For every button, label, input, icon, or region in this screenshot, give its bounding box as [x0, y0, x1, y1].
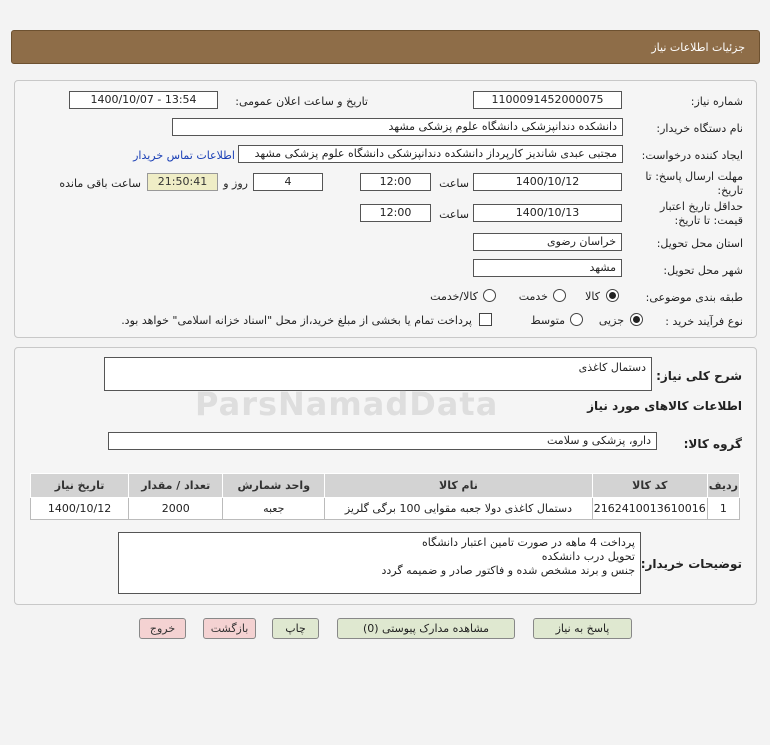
- buyer-notes-label: توضیحات خریدار:: [640, 557, 742, 571]
- days-field[interactable]: 4: [253, 173, 323, 191]
- category-goods-label: کالا: [585, 290, 600, 303]
- process-label: نوع فرآیند خرید :: [665, 315, 743, 328]
- remaining-time-field: 21:50:41: [147, 173, 218, 191]
- category-both-radio[interactable]: [483, 289, 496, 302]
- process-medium-label: متوسط: [530, 314, 565, 327]
- validity-time-label: ساعت: [439, 208, 469, 221]
- deadline-label-date: تاریخ:: [717, 184, 743, 197]
- column-header: تاریخ نیاز: [31, 474, 129, 498]
- deadline-date-field[interactable]: 1400/10/12: [473, 173, 622, 191]
- unit-cell: جعبه: [223, 498, 325, 520]
- category-both-label: کالا/خدمت: [430, 290, 478, 303]
- quantity-cell: 2000: [129, 498, 223, 520]
- summary-label: شرح کلی نیاز:: [656, 369, 742, 383]
- buyer-note-line: جنس و برند مشخص شده و فاکتور صادر و ضمیمه گردد: [381, 564, 635, 577]
- print-button[interactable]: چاپ: [272, 618, 319, 639]
- buyer-org-label: نام دستگاه خریدار:: [656, 122, 743, 135]
- city-label: شهر محل تحویل:: [663, 264, 743, 277]
- category-service-label: خدمت: [518, 290, 548, 303]
- validity-date-field[interactable]: 1400/10/13: [473, 204, 622, 222]
- goods-name-cell: دستمال کاغذی دولا جعبه مقوایی 100 برگی گلریز: [325, 498, 593, 520]
- treasury-payment-checkbox[interactable]: [479, 313, 492, 326]
- watermark: ParsNamadData: [195, 385, 499, 423]
- remaining-label: ساعت باقی مانده: [59, 177, 141, 190]
- page-header: [11, 30, 760, 64]
- column-header: واحد شمارش: [223, 474, 325, 498]
- process-medium-radio[interactable]: [570, 313, 583, 326]
- buyer-notes-field[interactable]: [118, 532, 641, 594]
- goods-table-header: [31, 474, 740, 498]
- days-label: روز و: [223, 177, 248, 190]
- need-number-field[interactable]: 1100091452000075: [473, 91, 622, 109]
- validity-label-date: قیمت: تا تاریخ:: [674, 214, 743, 227]
- reply-button[interactable]: پاسخ به نیاز: [533, 618, 632, 639]
- contact-buyer-link[interactable]: اطلاعات تماس خریدار: [133, 149, 235, 162]
- need-number-label: شماره نیاز:: [690, 95, 743, 108]
- buyer-note-line: پرداخت 4 ماهه در صورت تامین اعتبار دانشگاه: [422, 536, 635, 549]
- goods-group-label: گروه کالا:: [683, 437, 742, 451]
- announce-field[interactable]: 1400/10/07 - 13:54: [69, 91, 218, 109]
- deadline-label: مهلت ارسال پاسخ: تا: [645, 170, 743, 183]
- back-button[interactable]: بازگشت: [203, 618, 256, 639]
- process-minor-label: جزیی: [598, 314, 624, 327]
- buyer-org-field[interactable]: دانشکده دندانپزشکی دانشگاه علوم پزشکی مشهد: [172, 118, 623, 136]
- exit-button[interactable]: خروج: [139, 618, 186, 639]
- deadline-time-label: ساعت: [439, 177, 469, 190]
- category-label: طبقه بندی موضوعی:: [645, 291, 743, 304]
- province-label: استان محل تحویل:: [656, 237, 743, 250]
- deadline-time-field[interactable]: 12:00: [360, 173, 431, 191]
- column-header: کد کالا: [592, 474, 707, 498]
- page-title: جزئیات اطلاعات نیاز: [651, 41, 745, 54]
- treasury-payment-note: پرداخت تمام یا بخشی از مبلغ خرید،از محل "اسناد خزانه اسلامی" خواهد بود.: [121, 314, 472, 327]
- column-header: تعداد / مقدار: [129, 474, 223, 498]
- view-attachments-button[interactable]: مشاهده مدارک پیوستی (0): [337, 618, 515, 639]
- category-goods-radio[interactable]: [606, 289, 619, 302]
- creator-label: ایجاد کننده درخواست:: [641, 149, 743, 162]
- need-date-cell: 1400/10/12: [31, 498, 129, 520]
- summary-field[interactable]: دستمال کاغذی: [104, 357, 652, 391]
- creator-field[interactable]: مجتبی عبدی شاندیز کارپرداز دانشکده دندانپزشکی دانشگاه علوم پزشکی مشهد: [238, 145, 623, 163]
- goods-info-title: اطلاعات کالاهای مورد نیاز: [587, 399, 742, 413]
- row-index-cell: 1: [707, 498, 739, 520]
- column-header: ردیف: [707, 474, 739, 498]
- province-field[interactable]: خراسان رضوی: [473, 233, 622, 251]
- goods-code-cell: 2162410013610016: [592, 498, 707, 520]
- goods-group-field[interactable]: دارو، پزشکی و سلامت: [108, 432, 657, 450]
- announce-label: تاریخ و ساعت اعلان عمومی:: [235, 95, 368, 108]
- goods-table: [30, 473, 740, 520]
- column-header: نام کالا: [325, 474, 593, 498]
- validity-label: حداقل تاریخ اعتبار: [659, 200, 743, 213]
- table-row[interactable]: [31, 498, 740, 520]
- buyer-note-line: تحویل درب دانشکده: [541, 550, 635, 563]
- process-minor-radio[interactable]: [630, 313, 643, 326]
- city-field[interactable]: مشهد: [473, 259, 622, 277]
- category-service-radio[interactable]: [553, 289, 566, 302]
- validity-time-field[interactable]: 12:00: [360, 204, 431, 222]
